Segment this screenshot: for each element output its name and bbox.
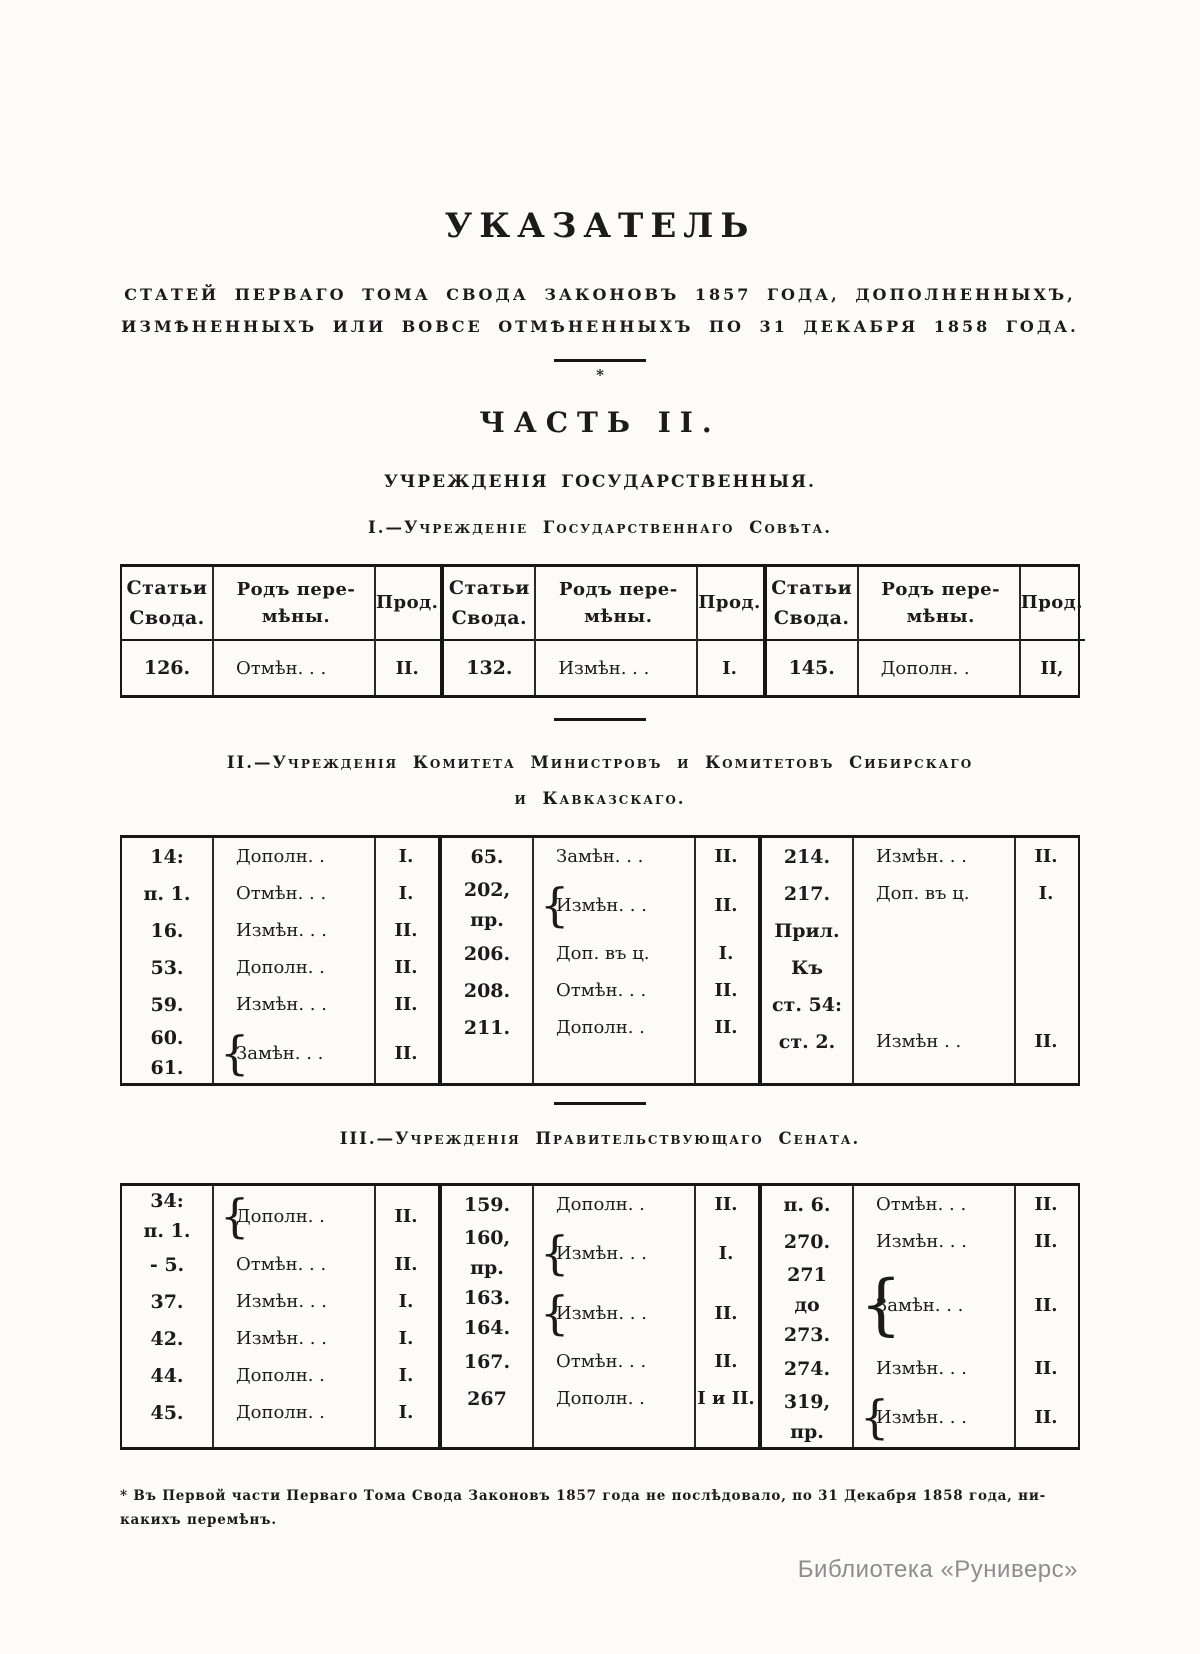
change-type-cell: { Измѣн. . . — [860, 1390, 967, 1445]
continuation-cell: II. — [394, 1042, 418, 1064]
article-number-cell: 145. — [788, 657, 835, 680]
change-type-cell — [212, 1328, 374, 1349]
continuation-cell: I. — [722, 657, 737, 679]
article-number-cell: 60. 61. — [150, 1027, 184, 1080]
change-type-cell — [852, 846, 1014, 867]
table-row — [122, 912, 438, 949]
table-row — [122, 838, 438, 875]
continuation-cell: II. — [1034, 1406, 1058, 1428]
table-row — [122, 1283, 438, 1320]
change-type-cell — [852, 883, 1014, 904]
column-header-prod: Прод. — [1020, 592, 1084, 614]
column-divider — [1019, 567, 1021, 695]
subtitle-line-1: СТАТЕЙ ПЕРВАГО ТОМА СВОДА ЗАКОНОВЪ 1857 ГОДА, ДОПОЛНЕННЫХЪ, — [124, 285, 1076, 305]
table-column-group — [122, 567, 440, 695]
change-type-cell: { Измѣн. . . — [540, 878, 647, 933]
change-type-label: Дополн. . — [236, 846, 325, 868]
article-number-cell: Прил. — [774, 919, 840, 942]
article-number-cell: 163. 164. — [463, 1287, 511, 1340]
change-type-label: Измѣн. . . — [876, 1358, 967, 1380]
column-divider — [852, 1186, 854, 1447]
change-type-label: Замѣн. . . — [876, 1294, 964, 1316]
table-row — [762, 1223, 1078, 1260]
change-type-label: Измѣн . . — [876, 1031, 962, 1053]
continuation-cell: II, — [1040, 657, 1064, 679]
table-row — [442, 1283, 758, 1343]
change-type-cell — [212, 957, 374, 978]
change-type-cell — [532, 1017, 694, 1038]
article-number-cell: 271 до 273. — [783, 1264, 831, 1347]
footnote-line-1: * Въ Первой части Перваго Тома Свода Законовъ 1857 года не послѣдовало, по 31 Декабря 1858 года, ни- — [120, 1488, 1047, 1505]
change-type-cell — [212, 1402, 374, 1423]
continuation-cell: I. — [398, 1365, 414, 1387]
table-rows — [762, 838, 1078, 1060]
article-number-cell: 44. — [150, 1364, 184, 1387]
change-type-cell — [212, 1365, 374, 1386]
article-number-cell: 208. — [463, 979, 511, 1002]
change-type-cell — [532, 1351, 694, 1372]
table-header-row — [767, 567, 1085, 641]
column-divider — [852, 838, 854, 1083]
article-number-cell: 42. — [150, 1327, 184, 1350]
table-column-group — [758, 1186, 1078, 1447]
column-header-articles: Статьи Свода. — [126, 577, 208, 630]
change-type-cell — [852, 1194, 1014, 1215]
change-type-cell — [852, 1031, 1014, 1052]
table-column-group — [438, 1186, 758, 1447]
change-type-label: Замѣн. . . — [236, 1042, 324, 1064]
article-number-cell: п. 1. — [143, 882, 191, 905]
table-column-group — [122, 1186, 438, 1447]
table-row — [122, 986, 438, 1023]
continuation-cell: II. — [394, 1254, 418, 1276]
change-type-label: Доп. въ ц. — [876, 883, 970, 905]
part-heading: ЧАСТЬ II. — [479, 406, 721, 440]
article-number-cell: 53. — [150, 956, 184, 979]
change-type-cell — [212, 920, 374, 941]
change-type-label: Отмѣн. . . — [236, 657, 327, 679]
article-number-cell: 34: п. 1. — [143, 1190, 191, 1243]
column-divider — [857, 567, 859, 695]
table-rows — [762, 1186, 1078, 1447]
continuation-cell: I. — [398, 883, 414, 905]
article-number-cell: 274. — [783, 1357, 831, 1380]
table-row — [762, 1350, 1078, 1387]
table-row — [122, 875, 438, 912]
change-type-cell: { Измѣн. . . — [540, 1286, 647, 1341]
continuation-cell: II. — [714, 846, 738, 868]
change-type-label: Измѣн. . . — [876, 1406, 967, 1428]
subtitle-line-2: ИЗМѢНЕННЫХЪ ИЛИ ВОВСЕ ОТМѢНЕННЫХЪ ПО 31 ДЕКАБРЯ 1858 ГОДА. — [121, 317, 1079, 337]
change-type-label: Дополн. . — [880, 657, 970, 679]
column-divider — [374, 838, 376, 1083]
table-row — [442, 1380, 758, 1417]
table-row — [442, 838, 758, 875]
table-row — [122, 1357, 438, 1394]
column-divider — [212, 838, 214, 1083]
continuation-cell: I. — [1038, 883, 1054, 905]
article-number-cell: 37. — [150, 1290, 184, 1313]
article-number-cell: 217. — [783, 882, 831, 905]
change-type-cell — [534, 658, 696, 679]
continuation-cell: II. — [1034, 1358, 1058, 1380]
continuation-cell: II. — [714, 1302, 738, 1324]
article-number-cell: 167. — [463, 1350, 511, 1373]
table-committee-ministers — [120, 835, 1080, 1086]
table-row — [442, 1223, 758, 1283]
continuation-cell: II. — [714, 1017, 738, 1039]
change-type-cell — [212, 1291, 374, 1312]
change-type-cell — [532, 846, 694, 867]
table-header-row — [444, 567, 762, 641]
table-row — [442, 972, 758, 1009]
change-type-cell: { Измѣн. . . — [540, 1226, 647, 1281]
table-row — [442, 1343, 758, 1380]
continuation-cell: I. — [398, 846, 414, 868]
table-rows — [767, 641, 1085, 695]
section-divider — [554, 718, 646, 721]
change-type-cell — [532, 980, 694, 1001]
page-title: УКАЗАТЕЛЬ — [444, 206, 756, 246]
change-type-label: Отмѣн. . . — [236, 883, 327, 905]
continuation-cell: II. — [394, 1205, 418, 1227]
change-type-cell — [212, 846, 374, 867]
column-header-change: Родъ пере- мѣны. — [236, 578, 356, 628]
table-row — [762, 875, 1078, 912]
table-row — [762, 1023, 1078, 1060]
continuation-cell: II. — [714, 980, 738, 1002]
change-type-label: Дополн. . — [556, 1194, 645, 1216]
change-type-label: Измѣн. . . — [236, 994, 327, 1016]
change-type-cell — [852, 1358, 1014, 1379]
heading-senate: III.—Учрежденія Правительствующаго Сената. — [339, 1129, 861, 1149]
continuation-cell: I. — [398, 1291, 414, 1313]
table-column-group — [440, 567, 762, 695]
article-number-cell: Къ — [791, 956, 823, 979]
table-state-council — [120, 564, 1084, 698]
article-number-cell: 65. — [470, 845, 504, 868]
table-row — [767, 641, 1085, 695]
article-number-cell: 267 — [467, 1387, 507, 1410]
column-divider — [532, 838, 534, 1083]
article-number-cell: 159. — [463, 1193, 511, 1216]
section-divider — [554, 1102, 646, 1105]
table-row — [762, 949, 1078, 986]
change-type-cell — [212, 994, 374, 1015]
table-column-group — [758, 838, 1078, 1083]
table-header-row — [122, 567, 440, 641]
column-header-prod: Прод. — [376, 592, 439, 614]
continuation-cell: II. — [394, 920, 418, 942]
table-row — [442, 1186, 758, 1223]
change-type-cell — [212, 658, 374, 679]
column-header-prod: Прод. — [698, 592, 761, 614]
continuation-cell: I. — [718, 943, 734, 965]
change-type-label: Измѣн. . . — [556, 1242, 647, 1264]
table-column-group — [438, 838, 758, 1083]
library-watermark: Библиотека «Руниверс» — [797, 1556, 1078, 1583]
column-divider — [1014, 1186, 1016, 1447]
column-divider — [532, 1186, 534, 1447]
article-number-cell: 202, пр. — [463, 879, 511, 932]
table-column-group — [763, 567, 1085, 695]
table-row — [122, 1394, 438, 1431]
article-number-cell: ст. 2. — [778, 1030, 836, 1053]
column-header-articles: Статьи Свода. — [448, 577, 530, 630]
change-type-label: Дополн. . — [556, 1017, 645, 1039]
change-type-label: Дополн. . — [236, 957, 325, 979]
table-senate — [120, 1183, 1080, 1450]
table-row — [762, 1260, 1078, 1350]
continuation-cell: II. — [1034, 1294, 1058, 1316]
change-type-label: Измѣн. . . — [876, 1231, 967, 1253]
heading-committee-line-2: и Кавказскаго. — [514, 789, 686, 809]
change-type-label: Измѣн. . . — [236, 920, 327, 942]
heading-committee-line-1: II.—Учрежденія Комитета Министровъ и Комитетовъ Сибирскаго — [226, 753, 974, 773]
article-number-cell: 160, пр. — [463, 1227, 511, 1280]
article-number-cell: 132. — [466, 657, 513, 680]
change-type-label: Измѣн. . . — [558, 657, 650, 679]
change-type-cell — [532, 943, 694, 964]
change-type-cell: { Замѣн. . . — [860, 1266, 964, 1344]
column-divider — [696, 567, 698, 695]
change-type-cell — [532, 1388, 694, 1409]
change-type-cell — [857, 658, 1019, 679]
change-type-label: Дополн. . — [236, 1402, 325, 1424]
continuation-cell: I. — [398, 1328, 414, 1350]
article-number-cell: ст. 54: — [771, 993, 843, 1016]
change-type-cell: { Замѣн. . . — [220, 1026, 324, 1081]
article-number-cell: 14: — [150, 845, 184, 868]
change-type-label: Отмѣн. . . — [556, 980, 647, 1002]
continuation-cell: II. — [394, 957, 418, 979]
table-row — [122, 1246, 438, 1283]
article-number-cell: 45. — [150, 1401, 184, 1424]
continuation-cell: II. — [395, 657, 419, 679]
change-type-cell: { Дополн. . — [220, 1189, 325, 1244]
table-rows — [442, 838, 758, 1046]
table-row — [762, 912, 1078, 949]
column-divider — [694, 1186, 696, 1447]
table-row — [762, 1186, 1078, 1223]
article-number-cell: 126. — [143, 657, 191, 680]
change-type-label: Измѣн. . . — [556, 1302, 647, 1324]
column-divider — [694, 838, 696, 1083]
footnote-line-2: какихъ перемѣнъ. — [120, 1512, 277, 1529]
change-type-label: Доп. въ ц. — [556, 943, 650, 965]
column-divider — [534, 567, 536, 695]
table-row — [762, 986, 1078, 1023]
table-row — [122, 949, 438, 986]
change-type-cell — [532, 1194, 694, 1215]
change-type-label: Измѣн. . . — [236, 1328, 327, 1350]
column-header-articles: Статьи Свода. — [771, 577, 853, 630]
subtitle — [120, 279, 1080, 343]
change-type-label: Измѣн. . . — [236, 1291, 327, 1313]
change-type-label: Измѣн. . . — [876, 846, 967, 868]
continuation-cell: II. — [1034, 1031, 1058, 1053]
article-number-cell: 206. — [463, 942, 511, 965]
table-row — [122, 1320, 438, 1357]
article-number-cell: 211. — [463, 1016, 511, 1039]
continuation-cell: II. — [394, 994, 418, 1016]
change-type-label: Измѣн. . . — [556, 894, 647, 916]
table-row — [442, 875, 758, 935]
article-number-cell: 214. — [783, 845, 831, 868]
change-type-cell — [852, 1231, 1014, 1252]
article-number-cell: 270. — [783, 1230, 831, 1253]
heading-committee — [120, 745, 1080, 817]
column-divider — [212, 1186, 214, 1447]
article-number-cell: 59. — [150, 993, 184, 1016]
continuation-cell: I. — [718, 1242, 734, 1264]
table-row — [122, 641, 440, 695]
continuation-cell: II. — [714, 1194, 738, 1216]
footnote-marker: * — [596, 366, 604, 385]
column-divider — [1014, 838, 1016, 1083]
article-number-cell: - 5. — [149, 1253, 185, 1276]
table-row — [122, 1023, 438, 1083]
continuation-cell: II. — [1034, 1231, 1058, 1253]
footnote — [120, 1484, 1080, 1532]
change-type-cell — [212, 1254, 374, 1275]
continuation-cell: II. — [1034, 846, 1058, 868]
table-row — [762, 838, 1078, 875]
article-number-cell: 319, пр. — [783, 1391, 831, 1444]
section-heading: УЧРЕЖДЕНІЯ ГОСУДАРСТВЕННЫЯ. — [384, 472, 816, 493]
table-row — [442, 935, 758, 972]
column-header-change: Родъ пере- мѣны. — [558, 578, 678, 628]
table-row — [444, 641, 762, 695]
article-number-cell: 16. — [150, 919, 184, 942]
continuation-cell: II. — [714, 1351, 738, 1373]
change-type-label: Отмѣн. . . — [236, 1254, 327, 1276]
column-divider — [374, 1186, 376, 1447]
table-rows — [122, 838, 438, 1083]
continuation-cell: I. — [398, 1402, 414, 1424]
column-divider — [374, 567, 376, 695]
table-column-group — [122, 838, 438, 1083]
change-type-label: Дополн. . — [556, 1388, 645, 1410]
table-rows — [122, 1186, 438, 1431]
continuation-cell: I и II. — [697, 1388, 755, 1410]
change-type-label: Отмѣн. . . — [876, 1194, 967, 1216]
table-rows — [442, 1186, 758, 1417]
change-type-label: Отмѣн. . . — [556, 1351, 647, 1373]
continuation-cell: II. — [714, 894, 738, 916]
table-row — [762, 1387, 1078, 1447]
table-row — [442, 1009, 758, 1046]
heading-council: I.—Учрежденіе Государственнаго Совѣта. — [368, 518, 832, 538]
change-type-label: Замѣн. . . — [556, 846, 644, 868]
table-rows — [444, 641, 762, 695]
change-type-label: Дополн. . — [236, 1205, 325, 1227]
column-header-change: Родъ пере- мѣны. — [881, 578, 1001, 628]
table-rows — [122, 641, 440, 695]
continuation-cell: II. — [1034, 1194, 1058, 1216]
table-row — [122, 1186, 438, 1246]
change-type-cell — [212, 883, 374, 904]
article-number-cell: п. 6. — [783, 1193, 831, 1216]
column-divider — [212, 567, 214, 695]
section-divider — [554, 359, 646, 362]
change-type-label: Дополн. . — [236, 1365, 325, 1387]
